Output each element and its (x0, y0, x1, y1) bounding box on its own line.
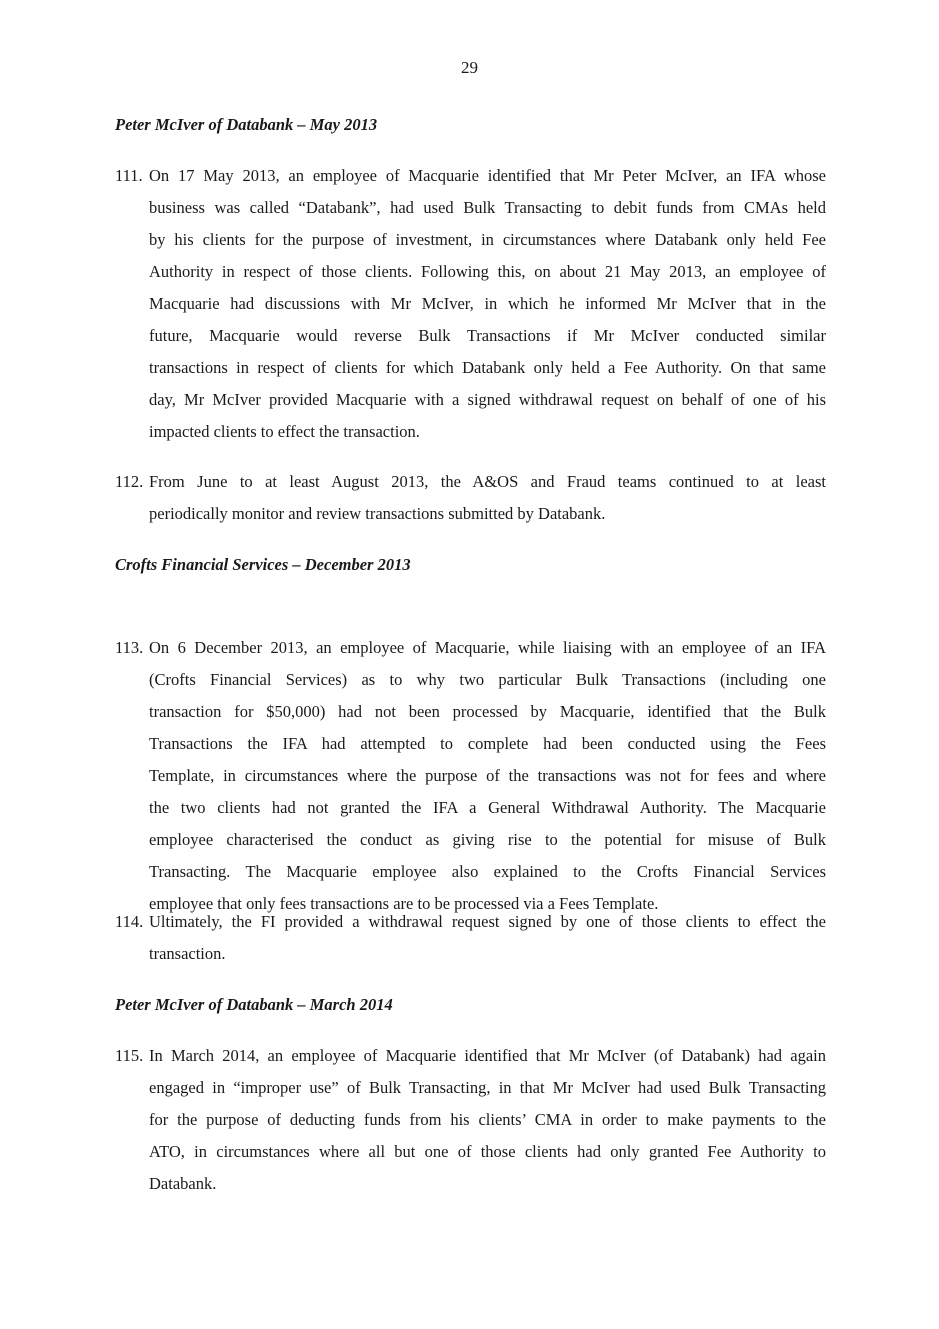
paragraph-line: Databank. (149, 1174, 217, 1193)
paragraph-line: future, Macquarie would reverse Bulk Transactions if Mr McIver conducted similar (149, 326, 826, 345)
section-heading: Crofts Financial Services – December 2013 (115, 555, 411, 574)
paragraph-line: On 17 May 2013, an employee of Macquarie identified that Mr Peter McIver, an IFA whose (149, 166, 826, 185)
paragraph-number: 112. (115, 472, 144, 491)
paragraph-line: On 6 December 2013, an employee of Macquarie, while liaising with an employee of an IFA (149, 638, 826, 657)
paragraph-113 (115, 632, 826, 920)
paragraph-number: 115. (115, 1046, 144, 1065)
paragraph-line: for the purpose of deducting funds from his clients’ CMA in order to make payments to the (149, 1110, 826, 1129)
paragraph-line: transaction. (149, 944, 226, 963)
paragraph-number: 114. (115, 912, 144, 931)
paragraph-114 (115, 906, 826, 970)
paragraph-line: the two clients had not granted the IFA a General Withdrawal Authority. The Macquarie (149, 798, 826, 817)
paragraph-number: 113. (115, 638, 144, 657)
paragraph-115 (115, 1040, 826, 1200)
paragraph-line: Transacting. The Macquarie employee also explained to the Crofts Financial Services (149, 862, 826, 881)
paragraph-text (149, 160, 826, 448)
paragraph-line: transaction for $50,000) had not been processed by Macquarie, identified that the Bulk (149, 702, 826, 721)
paragraph-text (149, 1040, 826, 1200)
paragraph-line: In March 2014, an employee of Macquarie identified that Mr McIver (of Databank) had again (149, 1046, 826, 1065)
paragraph-text (149, 632, 826, 920)
paragraph-text (149, 906, 826, 970)
paragraph-line: Authority in respect of those clients. Following this, on about 21 May 2013, an employee of (149, 262, 826, 281)
paragraph-112 (115, 466, 826, 530)
paragraph-line: periodically monitor and review transactions submitted by Databank. (149, 504, 606, 523)
paragraph-111 (115, 160, 826, 448)
paragraph-line: Template, in circumstances where the purpose of the transactions was not for fees and where (149, 766, 826, 785)
paragraph-number: 111. (115, 166, 143, 185)
paragraph-line: (Crofts Financial Services) as to why two particular Bulk Transactions (including one (149, 670, 826, 689)
page-number: 29 (461, 58, 478, 77)
paragraph-line: transactions in respect of clients for which Databank only held a Fee Authority. On that same (149, 358, 826, 377)
paragraph-line: engaged in “improper use” of Bulk Transacting, in that Mr McIver had used Bulk Transacting (149, 1078, 826, 1097)
paragraph-line: business was called “Databank”, had used Bulk Transacting to debit funds from CMAs held (149, 198, 826, 217)
paragraph-line: employee characterised the conduct as giving rise to the potential for misuse of Bulk (149, 830, 826, 849)
paragraph-line: Transactions the IFA had attempted to complete had been conducted using the Fees (149, 734, 826, 753)
section-heading: Peter McIver of Databank – March 2014 (115, 995, 393, 1014)
paragraph-text (149, 466, 826, 530)
paragraph-line: Macquarie had discussions with Mr McIver, in which he informed Mr McIver that in the (149, 294, 826, 313)
paragraph-line: day, Mr McIver provided Macquarie with a signed withdrawal request on behalf of one of his (149, 390, 826, 409)
section-heading: Peter McIver of Databank – May 2013 (115, 115, 378, 134)
paragraph-line: Ultimately, the FI provided a withdrawal request signed by one of those clients to effect the (149, 912, 826, 931)
paragraph-line: From June to at least August 2013, the A&OS and Fraud teams continued to at least (149, 472, 826, 491)
paragraph-line: employee that only fees transactions are to be processed via a Fees Template. (149, 894, 659, 913)
paragraph-line: impacted clients to effect the transaction. (149, 422, 420, 441)
paragraph-line: ATO, in circumstances where all but one of those clients had only granted Fee Authority to (149, 1142, 826, 1161)
paragraph-line: by his clients for the purpose of investment, in circumstances where Databank only held Fee (149, 230, 826, 249)
